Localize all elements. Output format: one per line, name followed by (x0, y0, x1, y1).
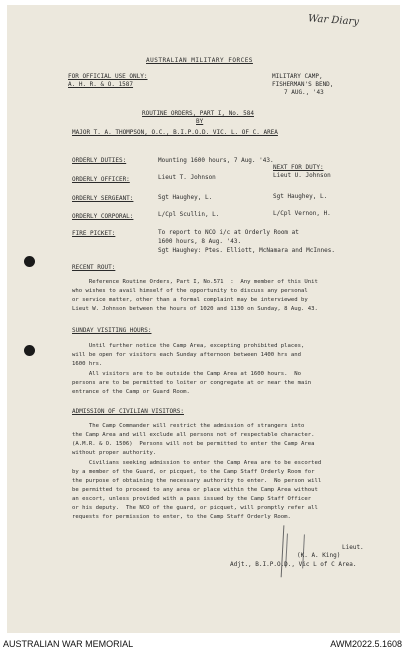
section-body-line: (A.M.R. & O. 1506) Persons will not be permitted to enter the Camp Area (72, 441, 315, 447)
section-body-line: 1600 hrs. (72, 361, 103, 367)
fire-picket-line-2: 1600 hours, 8 Aug. '43. (158, 238, 242, 245)
duty-value-orderly-sergeant: Sgt Haughey, L. (158, 194, 213, 201)
footer-bar (0, 636, 406, 653)
camp-location: FISHERMAN'S BEND, (272, 81, 334, 88)
signatory-name: (K. A. King) (297, 552, 341, 559)
duty-label-orderly-duties: ORDERLY DUTIES: (72, 157, 127, 164)
duty-next-orderly-sergeant: Sgt Haughey, L. (273, 193, 328, 200)
duty-next-orderly-corporal: L/Cpl Vernon, H. (273, 210, 331, 217)
section-body-line: entrance of the Camp or Guard Room. (72, 389, 190, 395)
section-body-line: All visitors are to be outside the Camp Area at 1600 hours. No (72, 371, 302, 377)
punch-hole-top (24, 256, 35, 267)
routine-orders-authority: MAJOR T. A. THOMPSON, O.C., B.I.P.O.D. VIC. L. OF C. AREA (72, 129, 278, 136)
duty-value-orderly-corporal: L/Cpl Scullin, L. (158, 211, 220, 218)
camp-name: MILITARY CAMP, (272, 73, 323, 80)
section-body-line: by a member of the Guard, or picquet, to the Camp Staff Orderly Room for (72, 469, 315, 475)
section-heading-admission-of-civilian-visitors: ADMISSION OF CIVILIAN VISITORS: (72, 408, 184, 415)
duty-label-orderly-sergeant: ORDERLY SERGEANT: (72, 195, 134, 202)
duty-label-orderly-corporal: ORDERLY CORPORAL: (72, 213, 134, 220)
section-body-line: without proper authority. (72, 450, 157, 456)
duty-next-orderly-officer: Lieut U. Johnson (273, 172, 331, 179)
section-body-line: or service matter, other than a formal complaint may be interviewed by (72, 297, 308, 303)
document-date: 7 AUG., '43 (284, 89, 324, 96)
section-body-line: the Camp Area and will exclude all persons not of respectable character. (72, 432, 315, 438)
section-body-line: Until further notice the Camp Area, excepting prohibited places, (72, 343, 305, 349)
signatory-rank: Lieut. (342, 544, 364, 551)
section-body-line: requests for permission to enter, to the Camp Staff Orderly Room. (72, 514, 291, 520)
footer-catalogue-id: AWM2022.5.1608 (330, 639, 402, 649)
section-body-line: an escort, unless provided with a pass issued by the Camp Staff Officer (72, 496, 312, 502)
document-title: AUSTRALIAN MILITARY FORCES (146, 57, 253, 64)
handwritten-note: War Diary (307, 13, 360, 28)
section-body-line: Reference Routine Orders, Part I, No.571 : Any member of this Unit (72, 279, 318, 285)
section-body-line: or his deputy. The NCO of the guard, or picquet, will promptly refer all (72, 505, 318, 511)
routine-orders-by: BY (196, 118, 204, 125)
section-body-line: Civilians seeking admission to enter the Camp Area are to be escorted (72, 460, 322, 466)
duty-value-orderly-duties: Mounting 1600 hours, 7 Aug. '43. (158, 157, 274, 164)
punch-hole-bottom (24, 345, 35, 356)
duty-label-orderly-officer: ORDERLY OFFICER: (72, 176, 130, 183)
official-use-ref: A. H. R. & O. 1587 (68, 81, 134, 88)
fire-picket-label: FIRE PICKET: (72, 230, 116, 237)
section-body-line: the purpose of obtaining the necessary authority to enter. No person will (72, 478, 322, 484)
section-heading-recent-rout: RECENT ROUT: (72, 264, 116, 271)
section-body-line: be permitted to proceed to any area or place within the Camp Area without (72, 487, 318, 493)
document-page (7, 5, 400, 633)
section-heading-sunday-visiting-hours: SUNDAY VISITING HOURS: (72, 327, 152, 334)
section-body-line: will be open for visitors each Sunday afternoon between 1400 hrs and (72, 352, 302, 358)
section-body-line: The Camp Commander will restrict the admission of strangers into (72, 423, 305, 429)
official-use-label: FOR OFFICIAL USE ONLY: (68, 73, 148, 80)
fire-picket-line-3: Sgt Haughey: Ptes. Elliott, McNamara and McInnes. (158, 247, 336, 254)
section-body-line: who wishes to avail himself of the opportunity to discuss any personal (72, 288, 308, 294)
section-body-line: persons are to be permitted to loiter or congregate at or near the main (72, 380, 312, 386)
fire-picket-line-1: To report to NCO i/c at Orderly Room at (158, 229, 299, 236)
next-for-duty-label: NEXT FOR DUTY: (273, 164, 324, 171)
duty-value-orderly-officer: Lieut T. Johnson (158, 174, 216, 181)
section-body-line: Lieut W. Johnson between the hours of 1020 and 1130 on Sunday, 8 Aug. 43. (72, 306, 318, 312)
signatory-appointment: Adjt., B.I.P.O.D., Vic L of C Area. (230, 561, 357, 568)
routine-orders-title: ROUTINE ORDERS, PART I, No. 584 (142, 110, 254, 117)
footer-institution: AUSTRALIAN WAR MEMORIAL (3, 639, 134, 649)
